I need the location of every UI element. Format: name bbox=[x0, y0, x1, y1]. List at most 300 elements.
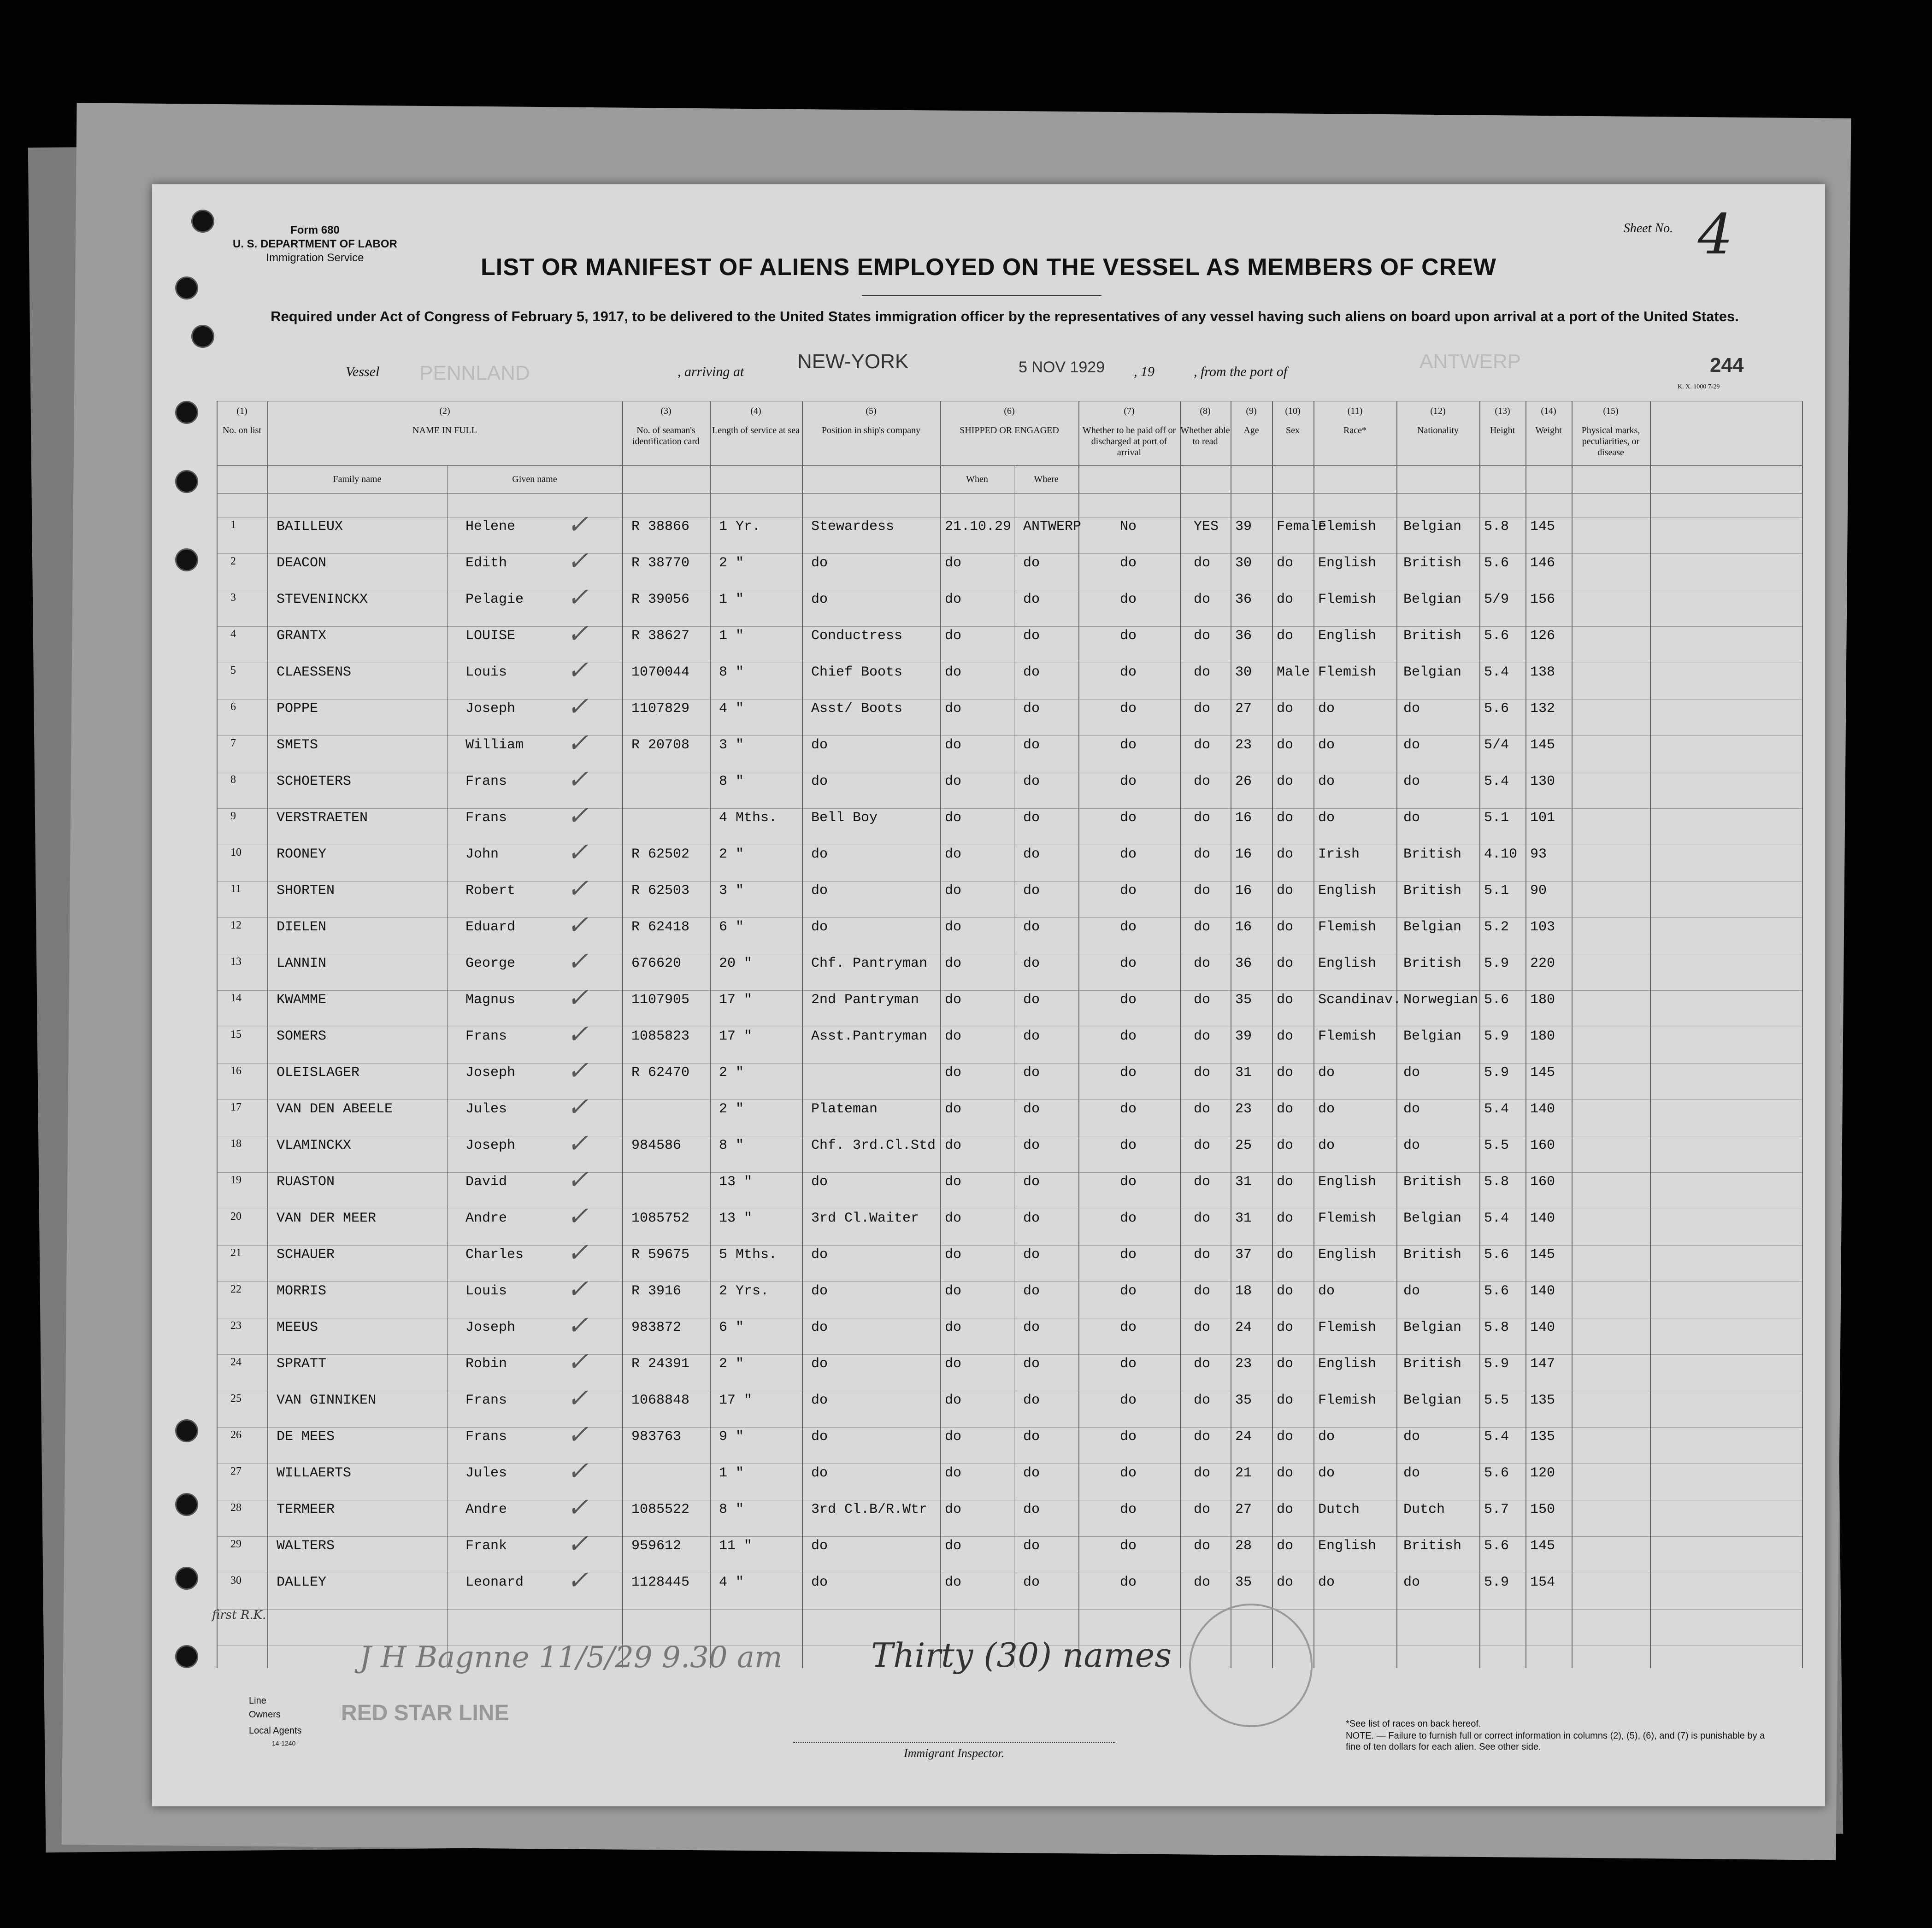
print-code: K. X. 1000 7-29 bbox=[1678, 383, 1720, 390]
cell-age: 28 bbox=[1235, 1538, 1252, 1554]
line-label: Line bbox=[249, 1696, 266, 1706]
cell-weight: 160 bbox=[1530, 1174, 1555, 1190]
cell-where: do bbox=[1023, 846, 1040, 862]
cell-no: 2 bbox=[230, 555, 236, 567]
cell-weight: 132 bbox=[1530, 701, 1555, 717]
column-label: Whether to be paid off or discharged at port of arrival bbox=[1082, 425, 1176, 458]
column-label: No. of seaman's identification card bbox=[632, 425, 700, 447]
cell-card: R 62470 bbox=[631, 1065, 690, 1081]
cell-given: Frans bbox=[465, 1029, 507, 1044]
cell-when: do bbox=[945, 956, 962, 971]
row-rule bbox=[217, 1536, 1802, 1537]
cell-when: do bbox=[945, 1101, 962, 1117]
column-label: Age bbox=[1243, 425, 1259, 435]
cell-family: SPRATT bbox=[277, 1356, 327, 1372]
cell-sex: do bbox=[1277, 1174, 1294, 1190]
cell-sex: do bbox=[1277, 1065, 1294, 1081]
check-mark-icon: ✓ bbox=[567, 764, 589, 794]
cell-height: 5.1 bbox=[1484, 810, 1509, 826]
cell-where: do bbox=[1023, 992, 1040, 1008]
cell-read: do bbox=[1194, 737, 1211, 753]
cell-position: 3rd Cl.B/R.Wtr bbox=[811, 1502, 928, 1517]
column-number: (12) bbox=[1430, 406, 1446, 416]
cell-weight: 180 bbox=[1530, 1029, 1555, 1044]
cell-sex: do bbox=[1277, 701, 1294, 717]
cell-read: do bbox=[1194, 1283, 1211, 1299]
cell-sex: do bbox=[1277, 1283, 1294, 1299]
cell-nat: Belgian bbox=[1403, 664, 1462, 680]
cell-given: Joseph bbox=[465, 1065, 516, 1081]
cell-when: do bbox=[945, 1320, 962, 1335]
column-header bbox=[802, 406, 940, 436]
column-rule bbox=[940, 401, 941, 1668]
cell-position: Conductress bbox=[811, 628, 903, 644]
cell-nat: do bbox=[1403, 1065, 1420, 1081]
sheet-no-value: 4 bbox=[1697, 203, 1733, 267]
cell-paid: do bbox=[1120, 883, 1137, 899]
cell-height: 5.5 bbox=[1484, 1138, 1509, 1153]
cell-age: 23 bbox=[1235, 1101, 1252, 1117]
cell-race: do bbox=[1318, 737, 1335, 753]
cell-race: do bbox=[1318, 774, 1335, 789]
cell-age: 16 bbox=[1235, 883, 1252, 899]
page-title: LIST OR MANIFEST OF ALIENS EMPLOYED ON THE VESSEL AS MEMBERS OF CREW bbox=[481, 254, 1496, 281]
cell-no: 4 bbox=[230, 628, 236, 640]
row-rule bbox=[217, 626, 1802, 627]
cell-given: LOUISE bbox=[465, 628, 516, 644]
cell-where: do bbox=[1023, 592, 1040, 607]
column-rule bbox=[267, 401, 268, 1668]
cell-service: 11 " bbox=[719, 1538, 753, 1554]
cell-height: 5.9 bbox=[1484, 1356, 1509, 1372]
cell-sex: Male bbox=[1277, 664, 1310, 680]
cell-nat: do bbox=[1403, 1429, 1420, 1445]
column-rule bbox=[1572, 401, 1573, 1668]
cell-where: do bbox=[1023, 1429, 1040, 1445]
cell-race: do bbox=[1318, 810, 1335, 826]
cell-read: do bbox=[1194, 1502, 1211, 1517]
cell-family: MORRIS bbox=[277, 1283, 327, 1299]
cell-weight: 93 bbox=[1530, 846, 1547, 862]
cell-given: George bbox=[465, 956, 516, 971]
vessel-value: PENNLAND bbox=[419, 362, 530, 384]
cell-weight: 135 bbox=[1530, 1393, 1555, 1408]
cell-no: 30 bbox=[230, 1575, 242, 1587]
cell-nat: do bbox=[1403, 1101, 1420, 1117]
cell-height: 5.2 bbox=[1484, 919, 1509, 935]
cell-no: 20 bbox=[230, 1211, 242, 1223]
cell-where: do bbox=[1023, 1029, 1040, 1044]
cell-no: 28 bbox=[230, 1502, 242, 1514]
cell-service: 8 " bbox=[719, 774, 744, 789]
column-rule bbox=[710, 401, 711, 1668]
check-mark-icon: ✓ bbox=[567, 801, 589, 831]
cell-when: do bbox=[945, 1393, 962, 1408]
column-label: Race* bbox=[1343, 425, 1367, 435]
cell-age: 31 bbox=[1235, 1174, 1252, 1190]
cell-paid: do bbox=[1120, 956, 1137, 971]
cell-read: do bbox=[1194, 1465, 1211, 1481]
binder-hole bbox=[191, 210, 214, 233]
cell-height: 5.8 bbox=[1484, 1320, 1509, 1335]
cell-card: R 59675 bbox=[631, 1247, 690, 1263]
row-rule bbox=[217, 881, 1802, 882]
binder-hole bbox=[175, 401, 198, 424]
cell-age: 23 bbox=[1235, 1356, 1252, 1372]
cell-when: do bbox=[945, 664, 962, 680]
cell-age: 31 bbox=[1235, 1211, 1252, 1226]
cell-race: do bbox=[1318, 1101, 1335, 1117]
cell-height: 5.6 bbox=[1484, 1283, 1509, 1299]
cell-height: 5.6 bbox=[1484, 555, 1509, 571]
cell-card: R 3916 bbox=[631, 1283, 682, 1299]
cell-age: 24 bbox=[1235, 1429, 1252, 1445]
column-number: (13) bbox=[1495, 406, 1510, 416]
cell-height: 5.6 bbox=[1484, 992, 1509, 1008]
cell-card: R 38866 bbox=[631, 519, 690, 535]
cell-card: 983763 bbox=[631, 1429, 682, 1445]
cell-family: OLEISLAGER bbox=[277, 1065, 360, 1081]
cell-no: 27 bbox=[230, 1465, 242, 1477]
cell-no: 7 bbox=[230, 737, 236, 749]
cell-weight: 154 bbox=[1530, 1575, 1555, 1590]
cell-age: 25 bbox=[1235, 1138, 1252, 1153]
column-number: (6) bbox=[1004, 406, 1015, 416]
column-header bbox=[1231, 406, 1272, 436]
cell-when: do bbox=[945, 1065, 962, 1081]
cell-nat: Belgian bbox=[1403, 1211, 1462, 1226]
cell-when: do bbox=[945, 1465, 962, 1481]
column-number: (1) bbox=[236, 406, 247, 416]
cell-service: 17 " bbox=[719, 992, 753, 1008]
cell-family: ROONEY bbox=[277, 846, 327, 862]
cell-family: GRANTX bbox=[277, 628, 327, 644]
cell-where: do bbox=[1023, 1211, 1040, 1226]
cell-family: DIELEN bbox=[277, 919, 327, 935]
cell-race: Flemish bbox=[1318, 519, 1377, 535]
cell-card: 1128445 bbox=[631, 1575, 690, 1590]
cell-service: 4 " bbox=[719, 1575, 744, 1590]
check-mark-icon: ✓ bbox=[567, 510, 589, 540]
binder-hole bbox=[175, 1567, 198, 1590]
cell-service: 2 " bbox=[719, 1065, 744, 1081]
column-number: (7) bbox=[1124, 406, 1135, 416]
cell-position: 2nd Pantryman bbox=[811, 992, 919, 1008]
cell-nat: do bbox=[1403, 1575, 1420, 1590]
cell-height: 5.9 bbox=[1484, 1029, 1509, 1044]
cell-paid: do bbox=[1120, 1575, 1137, 1590]
cell-position: Chf. 3rd.Cl.Std bbox=[811, 1138, 936, 1153]
cell-family: VAN DEN ABEELE bbox=[277, 1101, 393, 1117]
column-rule bbox=[447, 465, 448, 1668]
cell-when: do bbox=[945, 1029, 962, 1044]
cell-race: do bbox=[1318, 1283, 1335, 1299]
cell-card: 676620 bbox=[631, 956, 682, 971]
cell-given: Andre bbox=[465, 1211, 507, 1226]
cell-no: 23 bbox=[230, 1320, 242, 1332]
column-rule bbox=[622, 401, 623, 1668]
cell-paid: do bbox=[1120, 1465, 1137, 1481]
cell-height: 5.9 bbox=[1484, 1065, 1509, 1081]
cell-position: do bbox=[811, 1320, 828, 1335]
cell-position: do bbox=[811, 883, 828, 899]
year-label: , 19 bbox=[1134, 364, 1154, 379]
cell-race: Flemish bbox=[1318, 1393, 1377, 1408]
cell-read: do bbox=[1194, 628, 1211, 644]
check-mark-icon: ✓ bbox=[567, 1420, 589, 1450]
cell-sex: do bbox=[1277, 774, 1294, 789]
column-label: Position in ship's company bbox=[821, 425, 921, 435]
cell-weight: 145 bbox=[1530, 737, 1555, 753]
check-mark-icon: ✓ bbox=[567, 1165, 589, 1195]
cell-sex: do bbox=[1277, 1502, 1294, 1517]
column-header bbox=[940, 406, 1078, 436]
cell-weight: 103 bbox=[1530, 919, 1555, 935]
cell-where: do bbox=[1023, 737, 1040, 753]
column-header bbox=[710, 406, 802, 436]
cell-height: 5.4 bbox=[1484, 774, 1509, 789]
cell-position: do bbox=[811, 1174, 828, 1190]
cell-when: do bbox=[945, 846, 962, 862]
check-mark-icon: ✓ bbox=[567, 655, 589, 685]
column-number: (11) bbox=[1347, 406, 1363, 416]
cell-service: 1 " bbox=[719, 1465, 744, 1481]
row-rule bbox=[217, 917, 1802, 918]
column-number: (10) bbox=[1285, 406, 1301, 416]
cell-read: do bbox=[1194, 1138, 1211, 1153]
cell-height: 5.6 bbox=[1484, 1247, 1509, 1263]
cell-service: 2 " bbox=[719, 1101, 744, 1117]
cell-family: WILLAERTS bbox=[277, 1465, 352, 1481]
cell-read: do bbox=[1194, 1393, 1211, 1408]
cell-race: English bbox=[1318, 1247, 1377, 1263]
cell-read: do bbox=[1194, 919, 1211, 935]
cell-read: do bbox=[1194, 956, 1211, 971]
cell-given: David bbox=[465, 1174, 507, 1190]
column-number: (14) bbox=[1541, 406, 1556, 416]
cell-service: 2 " bbox=[719, 1356, 744, 1372]
cell-family: SCHAUER bbox=[277, 1247, 335, 1263]
cell-service: 8 " bbox=[719, 1138, 744, 1153]
cell-age: 27 bbox=[1235, 701, 1252, 717]
cell-paid: do bbox=[1120, 774, 1137, 789]
cell-age: 36 bbox=[1235, 628, 1252, 644]
cell-family: VERSTRAETEN bbox=[277, 810, 368, 826]
cell-no: 1 bbox=[230, 519, 236, 531]
cell-given: Frans bbox=[465, 1429, 507, 1445]
column-header bbox=[217, 406, 267, 436]
binder-hole bbox=[175, 1493, 198, 1516]
cell-given: Frans bbox=[465, 774, 507, 789]
cell-race: Flemish bbox=[1318, 1029, 1377, 1044]
cell-where: do bbox=[1023, 1356, 1040, 1372]
cell-family: KWAMME bbox=[277, 992, 327, 1008]
cell-family: BAILLEUX bbox=[277, 519, 343, 535]
check-mark-icon: ✓ bbox=[567, 1056, 589, 1086]
cell-weight: 101 bbox=[1530, 810, 1555, 826]
cell-where: do bbox=[1023, 1320, 1040, 1335]
column-number: (8) bbox=[1200, 406, 1211, 416]
cell-card: 1107905 bbox=[631, 992, 690, 1008]
note-text: NOTE. — Failure to furnish full or correct information in columns (2), (5), (6), and (7) is punishable by a fine of ten dollars for each alien. See other side. bbox=[1346, 1731, 1765, 1752]
cell-where: do bbox=[1023, 1247, 1040, 1263]
cell-when: do bbox=[945, 810, 962, 826]
cell-paid: do bbox=[1120, 1065, 1137, 1081]
column-rule bbox=[1180, 401, 1181, 1668]
cell-paid: do bbox=[1120, 592, 1137, 607]
cell-sex: do bbox=[1277, 1320, 1294, 1335]
cell-paid: do bbox=[1120, 1029, 1137, 1044]
cell-weight: 150 bbox=[1530, 1502, 1555, 1517]
cell-where: do bbox=[1023, 810, 1040, 826]
cell-weight: 145 bbox=[1530, 1065, 1555, 1081]
cell-race: English bbox=[1318, 628, 1377, 644]
cell-sex: do bbox=[1277, 1575, 1294, 1590]
cell-family: SMETS bbox=[277, 737, 318, 753]
cell-sex: do bbox=[1277, 1356, 1294, 1372]
row-rule bbox=[217, 808, 1802, 809]
cell-nat: do bbox=[1403, 774, 1420, 789]
cell-nat: do bbox=[1403, 1465, 1420, 1481]
cell-when: do bbox=[945, 592, 962, 607]
cell-service: 17 " bbox=[719, 1393, 753, 1408]
cell-when: do bbox=[945, 555, 962, 571]
cell-paid: do bbox=[1120, 810, 1137, 826]
cell-card: 1085823 bbox=[631, 1029, 690, 1044]
cell-given: Jules bbox=[465, 1465, 507, 1481]
cell-weight: 140 bbox=[1530, 1101, 1555, 1117]
cell-family: VAN DER MEER bbox=[277, 1211, 377, 1226]
cell-where: do bbox=[1023, 1174, 1040, 1190]
cell-service: 9 " bbox=[719, 1429, 744, 1445]
sheet-no-label: Sheet No. bbox=[1623, 221, 1673, 235]
cell-nat: do bbox=[1403, 1138, 1420, 1153]
cell-card: 1085752 bbox=[631, 1211, 690, 1226]
cell-read: do bbox=[1194, 1575, 1211, 1590]
cell-sex: do bbox=[1277, 810, 1294, 826]
column-label: NAME IN FULL bbox=[412, 425, 477, 435]
cell-age: 35 bbox=[1235, 1575, 1252, 1590]
cell-where: do bbox=[1023, 1101, 1040, 1117]
cell-race: Scandinav. bbox=[1318, 992, 1402, 1008]
consulate-seal bbox=[1189, 1604, 1313, 1727]
column-label: Height bbox=[1490, 425, 1515, 435]
cell-no: 22 bbox=[230, 1283, 242, 1295]
cell-given: Pelagie bbox=[465, 592, 524, 607]
column-header bbox=[1526, 406, 1572, 436]
column-header bbox=[1078, 406, 1180, 458]
cell-nat: British bbox=[1403, 883, 1462, 899]
cell-race: Flemish bbox=[1318, 1320, 1377, 1335]
cell-service: 2 " bbox=[719, 846, 744, 862]
cell-card: 1107829 bbox=[631, 701, 690, 717]
cell-card: R 20708 bbox=[631, 737, 690, 753]
cell-race: do bbox=[1318, 1429, 1335, 1445]
row-rule bbox=[217, 1609, 1802, 1610]
cell-position: do bbox=[811, 1393, 828, 1408]
cell-given: Joseph bbox=[465, 1138, 516, 1153]
cell-when: 21.10.29 bbox=[945, 519, 1012, 535]
binder-hole bbox=[175, 470, 198, 493]
cell-paid: do bbox=[1120, 1101, 1137, 1117]
row-rule bbox=[217, 1427, 1802, 1428]
cell-service: 2 " bbox=[719, 555, 744, 571]
cell-no: 26 bbox=[230, 1429, 242, 1441]
cell-age: 16 bbox=[1235, 810, 1252, 826]
cell-paid: do bbox=[1120, 1211, 1137, 1226]
cell-nat: Belgian bbox=[1403, 592, 1462, 607]
binder-hole bbox=[175, 548, 198, 571]
cell-race: Flemish bbox=[1318, 664, 1377, 680]
cell-no: 10 bbox=[230, 846, 242, 858]
cell-race: do bbox=[1318, 1138, 1335, 1153]
cell-paid: do bbox=[1120, 1283, 1137, 1299]
cell-weight: 145 bbox=[1530, 519, 1555, 535]
subtitle: Required under Act of Congress of February 5, 1917, to be delivered to the United States immigration officer by the representatives of any vessel having such aliens on board upon arrival at a port of the United States. bbox=[271, 308, 1739, 324]
column-label: Weight bbox=[1535, 425, 1562, 435]
cell-height: 5.8 bbox=[1484, 1174, 1509, 1190]
column-label: Length of service at sea bbox=[712, 425, 800, 435]
cell-no: 11 bbox=[230, 883, 242, 895]
cell-no: 24 bbox=[230, 1356, 242, 1368]
cell-no: 13 bbox=[230, 956, 242, 968]
cell-sex: do bbox=[1277, 1101, 1294, 1117]
cell-service: 13 " bbox=[719, 1174, 753, 1190]
cell-no: 12 bbox=[230, 919, 242, 931]
check-mark-icon: ✓ bbox=[567, 910, 589, 940]
check-mark-icon: ✓ bbox=[567, 983, 589, 1013]
cell-race: Dutch bbox=[1318, 1502, 1360, 1517]
cell-card: 1068848 bbox=[631, 1393, 690, 1408]
cell-position: do bbox=[811, 774, 828, 789]
form-code: 14-1240 bbox=[272, 1740, 296, 1747]
cell-height: 5.8 bbox=[1484, 519, 1509, 535]
column-rule bbox=[1396, 401, 1397, 1668]
cell-service: 1 " bbox=[719, 592, 744, 607]
cell-where: do bbox=[1023, 956, 1040, 971]
cell-card: 1085522 bbox=[631, 1502, 690, 1517]
cell-no: 29 bbox=[230, 1538, 242, 1550]
cell-race: English bbox=[1318, 883, 1377, 899]
header-rule bbox=[217, 493, 1802, 494]
cell-height: 5.7 bbox=[1484, 1502, 1509, 1517]
cell-age: 37 bbox=[1235, 1247, 1252, 1263]
cell-when: do bbox=[945, 774, 962, 789]
check-mark-icon: ✓ bbox=[567, 1311, 589, 1340]
cell-paid: do bbox=[1120, 1502, 1137, 1517]
cell-card: 983872 bbox=[631, 1320, 682, 1335]
cell-card: R 39056 bbox=[631, 592, 690, 607]
cell-given: Magnus bbox=[465, 992, 516, 1008]
cell-nat: British bbox=[1403, 1247, 1462, 1263]
cell-given: Louis bbox=[465, 664, 507, 680]
cell-race: English bbox=[1318, 1356, 1377, 1372]
cell-read: YES bbox=[1194, 519, 1219, 535]
cell-service: 6 " bbox=[719, 919, 744, 935]
cell-sex: do bbox=[1277, 737, 1294, 753]
cell-age: 35 bbox=[1235, 992, 1252, 1008]
header-rule bbox=[217, 465, 1802, 466]
service: Immigration Service bbox=[266, 252, 364, 264]
agent-stamp: RED STAR LINE bbox=[341, 1701, 509, 1725]
cell-given: Frans bbox=[465, 1393, 507, 1408]
cell-paid: do bbox=[1120, 1538, 1137, 1554]
cell-no: 17 bbox=[230, 1101, 242, 1113]
column-number: (3) bbox=[660, 406, 671, 416]
cell-family: MEEUS bbox=[277, 1320, 318, 1335]
port-label: , from the port of bbox=[1194, 364, 1288, 379]
cell-where: do bbox=[1023, 919, 1040, 935]
